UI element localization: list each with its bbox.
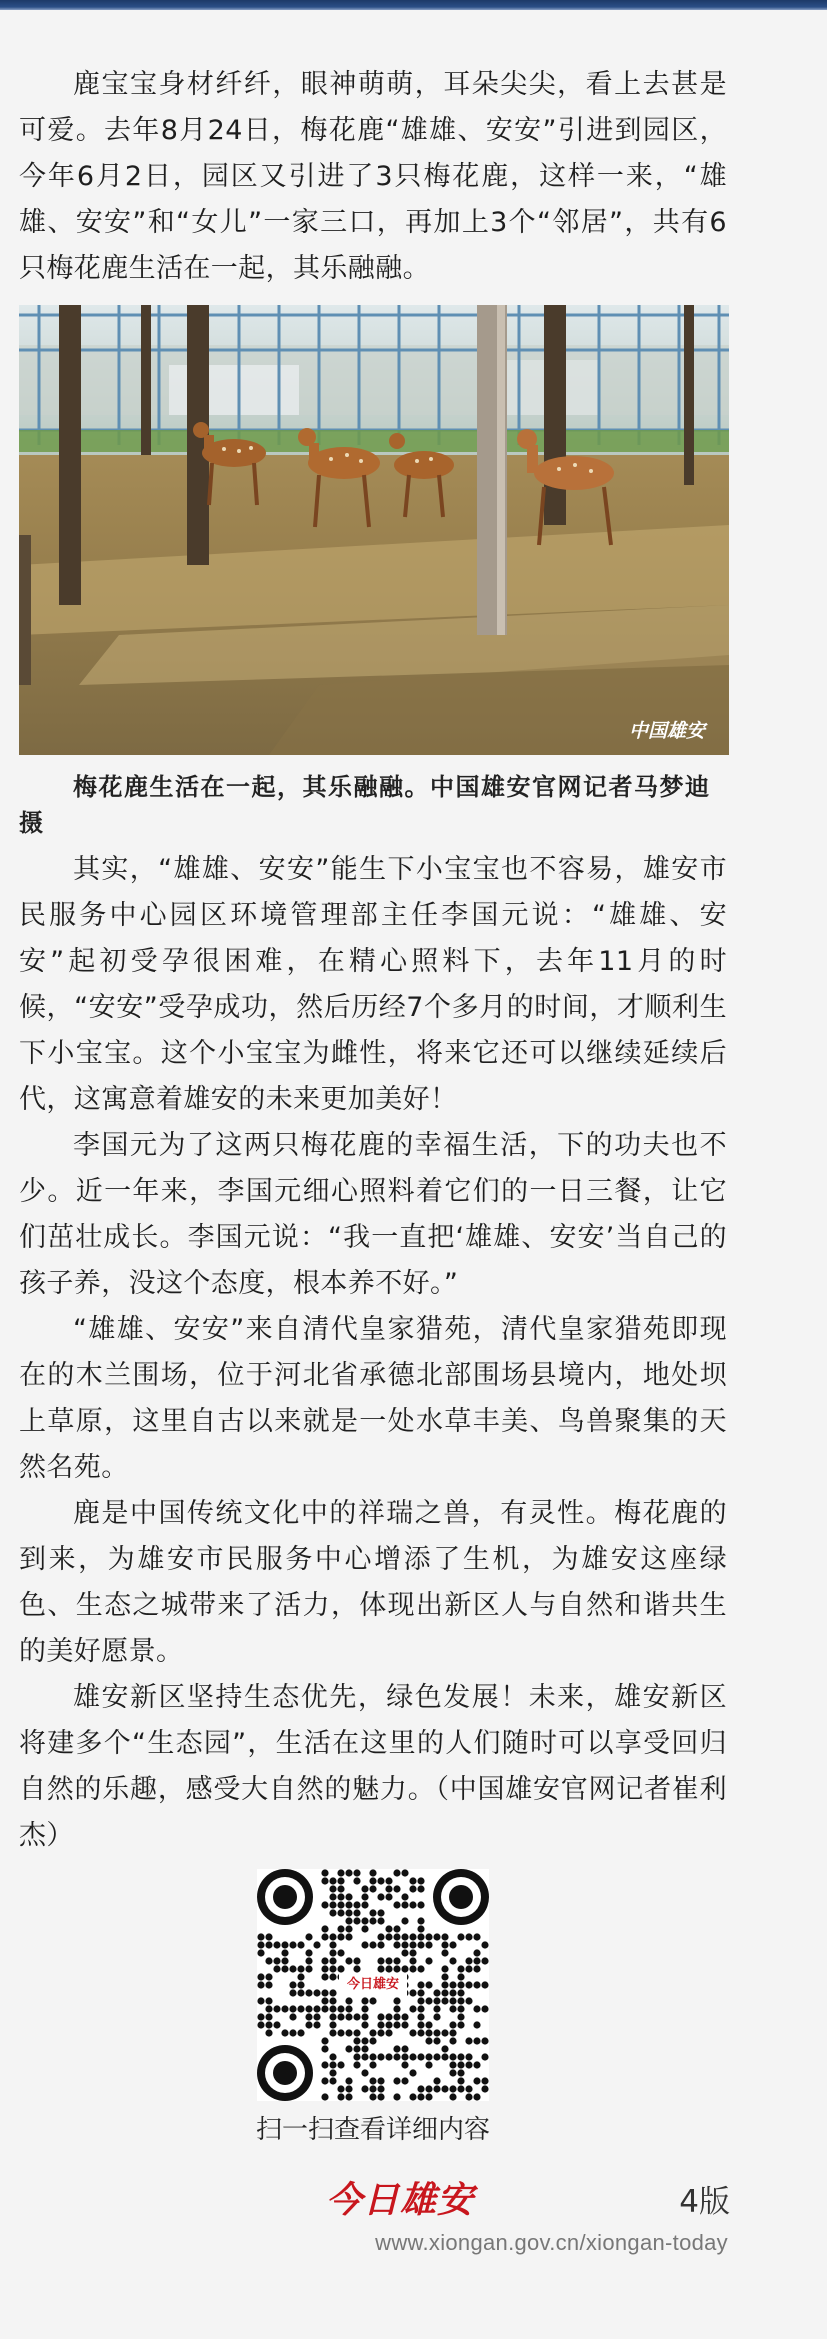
deer-photo	[19, 305, 729, 755]
article-paragraph: 其实，“雄雄、安安”能生下小宝宝也不容易，雄安市民服务中心园区环境管理部主任李国元说：“雄雄、安安”起初受孕很困难，在精心照料下，去年11月的时候，“安安”受孕成功，然后历经7个多月的时间，才顺利生下小宝宝。这个小宝宝为雌性，将来它还可以继续延续后代，这寓意着雄安的未来更加美好！	[19, 854, 727, 1115]
qr-center-label: 今日雄安	[339, 1973, 407, 1997]
photo-caption: 梅花鹿生活在一起，其乐融融。中国雄安官网记者马梦迪 摄	[19, 772, 711, 837]
page-footer	[0, 2168, 827, 2278]
article-paragraph: 鹿宝宝身材纤纤，眼神萌萌，耳朵尖尖，看上去甚是可爱。去年8月24日，梅花鹿“雄雄、安安”引进到园区，今年6月2日，园区又引进了3只梅花鹿，这样一来，“雄雄、安安”和“女儿”一家三口，再加上3个“邻居”，共有6只梅花鹿生活在一起，其乐融融。	[19, 69, 727, 284]
footer-logo: 今日雄安	[326, 2179, 475, 2221]
qr-section	[19, 1869, 727, 2147]
footer-url[interactable]: www.xiongan.gov.cn/xiongan-today	[375, 2230, 728, 2255]
photo-watermark: 中国雄安	[628, 720, 705, 742]
qr-code[interactable]	[257, 1869, 489, 2101]
article-paragraph: 李国元为了这两只梅花鹿的幸福生活，下的功夫也不少。近一年来，李国元细心照料着它们的一日三餐，让它们茁壮成长。李国元说：“我一直把‘雄雄、安安’当自己的孩子养，没这个态度，根本养不好。”	[19, 1130, 727, 1299]
top-banner-bar	[0, 0, 827, 10]
article-paragraph: “雄雄、安安”来自清代皇家猎苑，清代皇家猎苑即现在的木兰围场，位于河北省承德北部围场县境内，地处坝上草原，这里自古以来就是一处水草丰美、鸟兽聚集的天然名苑。	[19, 1314, 727, 1483]
article-paragraph: 鹿是中国传统文化中的祥瑞之兽，有灵性。梅花鹿的到来，为雄安市民服务中心增添了生机，为雄安这座绿色、生态之城带来了活力，体现出新区人与自然和谐共生的美好愿景。	[19, 1498, 727, 1667]
page-number: 4版	[679, 2184, 730, 2220]
qr-caption: 扫一扫查看详细内容	[255, 2115, 490, 2145]
article-paragraph: 雄安新区坚持生态优先，绿色发展！未来，雄安新区将建多个“生态园”，生活在这里的人们随时可以享受回归自然的乐趣，感受大自然的魅力。（中国雄安官网记者崔利杰）	[19, 1682, 727, 1851]
article-body	[19, 62, 727, 2147]
